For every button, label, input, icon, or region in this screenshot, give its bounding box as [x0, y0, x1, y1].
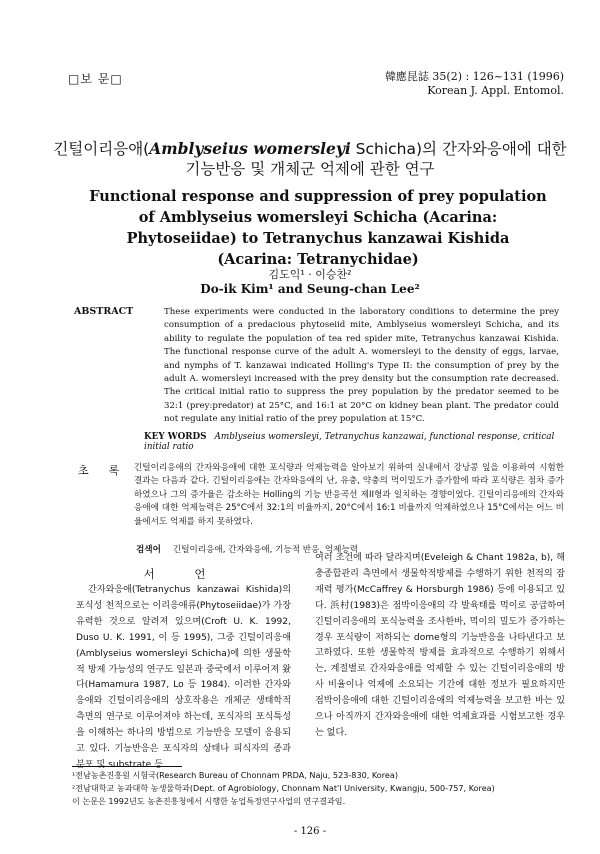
intro-right-column: 여러 조건에 따라 달라지며(Eveleigh & Chant 1982a, b), 해충종합관리 측면에서 생물학적방제를 수행하기 위한 천적의 잠재력 평가(McCaffrey & Horsburgh 1986) 등에 이용되고 있다. 浜村(1983)은 점박이응애의 각 발육태를 먹이로 공급하여 긴털이리응애의 포식능력을 조사한바, 먹이의 밀도가 증가하는 경우 포식량이 저하되는 dome형의 기능반응을 나타낸다고 보고하였다. 또한 생물학적 방제를 효과적으로 수행하기 위해서는, 계절별로 간자와응애를 억제할 수 있는 긴털이리응애의 방사 비율이나 억제에 소요되는 기간에 대한 정보가 필요하지만 점박이응애에 대한 긴털이리응애의 억제능력을 보고한 바는 있으나 아직까지 간자와응애에 대한 억제효과를 시험보고한 경우는 없다. — [315, 553, 565, 738]
korean-title-line2: 기능반응 및 개체군 억제에 관한 연구 — [185, 160, 435, 178]
korean-title-part1: 긴털이리응애( — [53, 140, 150, 158]
footnote-1: ¹전남농촌진흥원 시험국(Research Bureau of Chonnam PRDA, Naju, 523-830, Korea) — [72, 770, 398, 780]
authors-english: Do-ik Kim¹ and Seung-chan Lee² — [200, 282, 420, 296]
footnote-2: ²전남대학교 농과대학 농생물학과(Dept. of Agrobiology, Chonnam Nat'l University, Kwangju, 500-757, Korea) — [72, 783, 495, 793]
footnote-3: 이 논문은 1992년도 농촌진흥청에서 시행한 농업특정연구사업의 연구결과임. — [72, 796, 346, 806]
journal-citation — [385, 70, 564, 98]
korean-title — [40, 139, 580, 179]
intro-left-column: 간자와응애(Tetranychus kanzawai Kishida)의 포식성 천적으로는 이리응애류(Phytoseiidae)가 가장 유력한 것으로 알려져 있으며(Croft U. K. 1992, Duso U. K. 1991, 이 등 1995), 그중 긴털이리응애(Amblyseius womersleyi Schicha)에 의한 생물학적 방제 가능성의 연구도 일본과 중국에서 이루어져 왔다(Hamamura 1987, Lo 등 1984). 이러한 간자와응애와 긴털이리응애의 상호작용은 개체군 생태학적 측면의 연구로 이루어져야 하는데, 포식자의 포식특성을 이해하는 하나의 방법으로 기능반응 모델이 응용되고 있다. 기능반응은 포식자의 상태나 피식자의 종과 분포 및 substrate 등 — [76, 585, 291, 770]
korean-keywords-label: 검색어 — [136, 545, 161, 555]
english-title: Functional response and suppression of prey population of Amblyseius womersleyi Schicha (Acarina: Phytoseiidae) to Tetranychus kanzawai Kishida (Acarina: Tetranychidae) — [89, 188, 547, 268]
intro-heading: 서 언 — [143, 567, 224, 581]
korean-abstract-text: 긴털이리응애의 간자와응애에 대한 포식량과 억제능력을 알아보기 위하여 실내에서 강낭콩 잎을 이용하여 시험한 결과는 다음과 같다. 긴털이리응애는 간자와응애의 난, 유충, 약충의 먹이밀도가 증가함에 따라 포식량은 점차 증가하였으나 그의 증가율은 감소하는 Holling의 기능 반응곡선 제II형과 일치하는 경향이었다. 긴털이리응애의 간자와응애에 대한 억제능력은 25°C에서 32:1의 비율까지, 20°C에서 16:1 비율까지 억제하였으나 15°C에서는 어느 비율에서도 억제를 하지 못하였다. — [134, 463, 564, 527]
keywords-label: KEY WORDS — [144, 432, 207, 442]
keywords — [144, 432, 564, 452]
korean-abstract-label: 초록 — [78, 464, 140, 477]
abstract-text: These experiments were conducted in the laboratory conditions to determine the prey consumption of a predacious phytoseiid mite, Amblyseius womersleyi Schicha, and its ability to regulate the population of tea red spider mite, Tetranychus kanzawai Kishida. The functional response curve of the adult A. womersleyi to the density of eggs, larvae, and nymphs of T. kanzawai indicated Holling's Type II: the consumption of prey by the adult A. womersleyi increased with the prey density but the consumption rate decreased. The critical initial ratio to suppress the prey population by the predator seemed to be 32:1 (prey:predator) at 25°C, and 16:1 at 20°C on kidney bean plant. The predator could not regulate any initial ratio of the prey population at 15°C. — [164, 307, 559, 425]
page-number: - 126 - — [293, 826, 327, 837]
journal-citation-en: Korean J. Appl. Entomol. — [427, 84, 564, 97]
korean-keywords-text: 긴털이리응애, 간자와응애, 기능적 반응, 억제능력 — [172, 545, 359, 555]
section-label: □보 문□ — [68, 72, 123, 86]
korean-title-species: Amblyseius womersleyi — [149, 139, 351, 158]
journal-citation-ko: 韓應昆誌 35(2) : 126~131 (1996) — [384, 70, 564, 83]
abstract-label: ABSTRACT — [74, 306, 134, 317]
footnote-rule — [72, 766, 182, 767]
korean-title-part2: Schicha)의 간자와응애에 대한 — [350, 140, 567, 158]
authors-korean: 김도익¹ · 이승찬² — [268, 268, 352, 281]
keywords-text: Amblyseius womersleyi, Tetranychus kanzawai, functional response, critical initial ratio — [144, 432, 555, 452]
